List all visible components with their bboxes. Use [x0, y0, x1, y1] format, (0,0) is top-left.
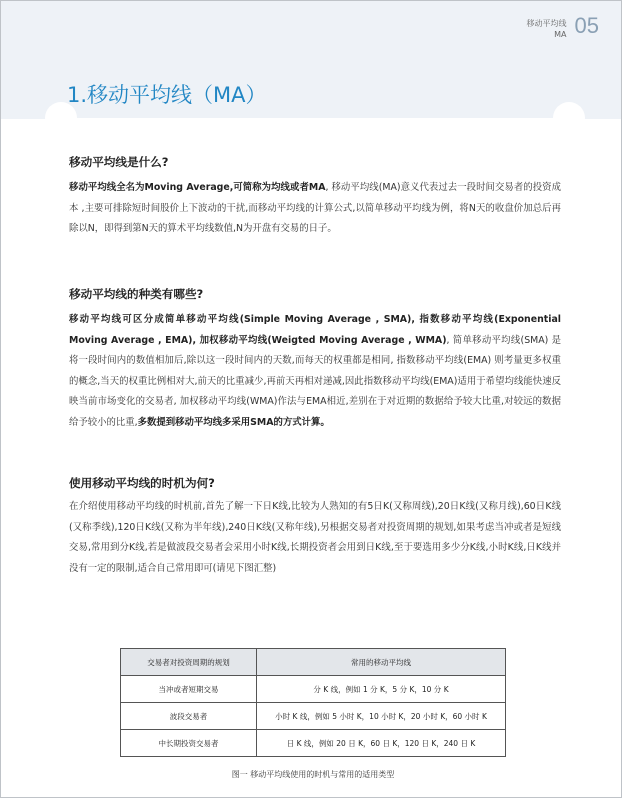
table-cell: 当冲或者短期交易	[121, 676, 257, 703]
body-text: , 移动平均线(MA)意义代表过去一段时间交易者的投资成本 ,主要可排除短时间股价上下波动的干扰,而移动平均线的计算公式,以简单移动平均线为例，将N天的收盘价加总后再除以N，即得到第N天的算术平均线数值,N为开盘有交易的日子。	[69, 182, 561, 234]
section-what-is-ma	[69, 154, 561, 240]
running-header-text	[527, 18, 567, 40]
ma-usage-table	[120, 648, 506, 757]
section-paragraph: 在介绍使用移动平均线的时机前,首先了解一下日K线,比较为人熟知的有5日K(又称周线),20日K线(又称月线),60日K线(又称季线),120日K线(又称为半年线),240日K线(又称年线),另根据交易者对投资周期的规划,如果考虑当冲或者是短线交易,常用到分K线,若是做波段交易者会采用小时K线,长期投资者会用到日K线,至于要选用多少分K线,小时K线,日K线并没有一定的限制,适合自己常用即可(请见下图汇整)	[69, 501, 561, 574]
body-text: , 简单移动平均线(SMA) 是将一段时间内的数值相加后,除以这一段时间内的天数,而每天的权重都是相同, 指数移动平均线(EMA) 则考量更多权重的概念,当天的权重比例相对大,前天的比重减少,再前天再相对递减,因此指数移动平均线(EMA)适用于希望均线能快速反映当前市场变化的交易者, 加权移动平均线(WMA)作法与EMA相近,差别在于对近期的数据给予较大比重,对较远的数据给予较小的比重,	[69, 334, 561, 428]
bold-lead: 移动平均线可区分成简单移动平均线(Simple Moving Average , SMA), 指数移动平均线(Exponential Moving Average , EMA), 加权移动平均线(Weigted Moving Average , WMA)	[69, 314, 561, 346]
bold-tail: 多数提到移动平均线多采用SMA的方式计算。	[137, 416, 330, 428]
section-paragraph	[69, 178, 561, 240]
table-cell: 日 K 线，例如 20 日 K，60 日 K，120 日 K，240 日 K	[257, 730, 506, 757]
page-number: 05	[574, 13, 599, 38]
content-card-top	[61, 118, 569, 148]
section-heading: 移动平均线是什么?	[69, 155, 169, 169]
table-header-cell: 常用的移动平均线	[257, 649, 506, 676]
table-cell: 分 K 线，例如 1 分 K，5 分 K，10 分 K	[257, 676, 506, 703]
section-name-en: MA	[554, 30, 567, 39]
table-cell: 中长期投资交易者	[121, 730, 257, 757]
figure-caption: 图一 移动平均线使用的时机与常用的适用类型	[231, 770, 395, 779]
table-cell: 波段交易者	[121, 703, 257, 730]
section-paragraph	[69, 310, 561, 433]
section-name-cn: 移动平均线	[526, 19, 567, 28]
section-when-to-use	[69, 475, 561, 579]
bold-lead: 移动平均线全名为Moving Average,可简称为均线或者MA	[69, 182, 326, 193]
table-header-row	[121, 649, 506, 676]
table-cell: 小时 K 线，例如 5 小时 K，10 小时 K，20 小时 K，60 小时 K	[257, 703, 506, 730]
section-heading: 移动平均线的种类有哪些?	[69, 287, 204, 301]
section-ma-types	[69, 286, 561, 433]
table-row	[121, 730, 506, 757]
page-title: 1.移动平均线（MA）	[67, 83, 267, 107]
running-header	[527, 15, 599, 40]
table-header-cell: 交易者对投资周期的规划	[121, 649, 257, 676]
table-row	[121, 676, 506, 703]
table-row	[121, 703, 506, 730]
section-heading: 使用移动平均线的时机为何?	[69, 476, 215, 490]
